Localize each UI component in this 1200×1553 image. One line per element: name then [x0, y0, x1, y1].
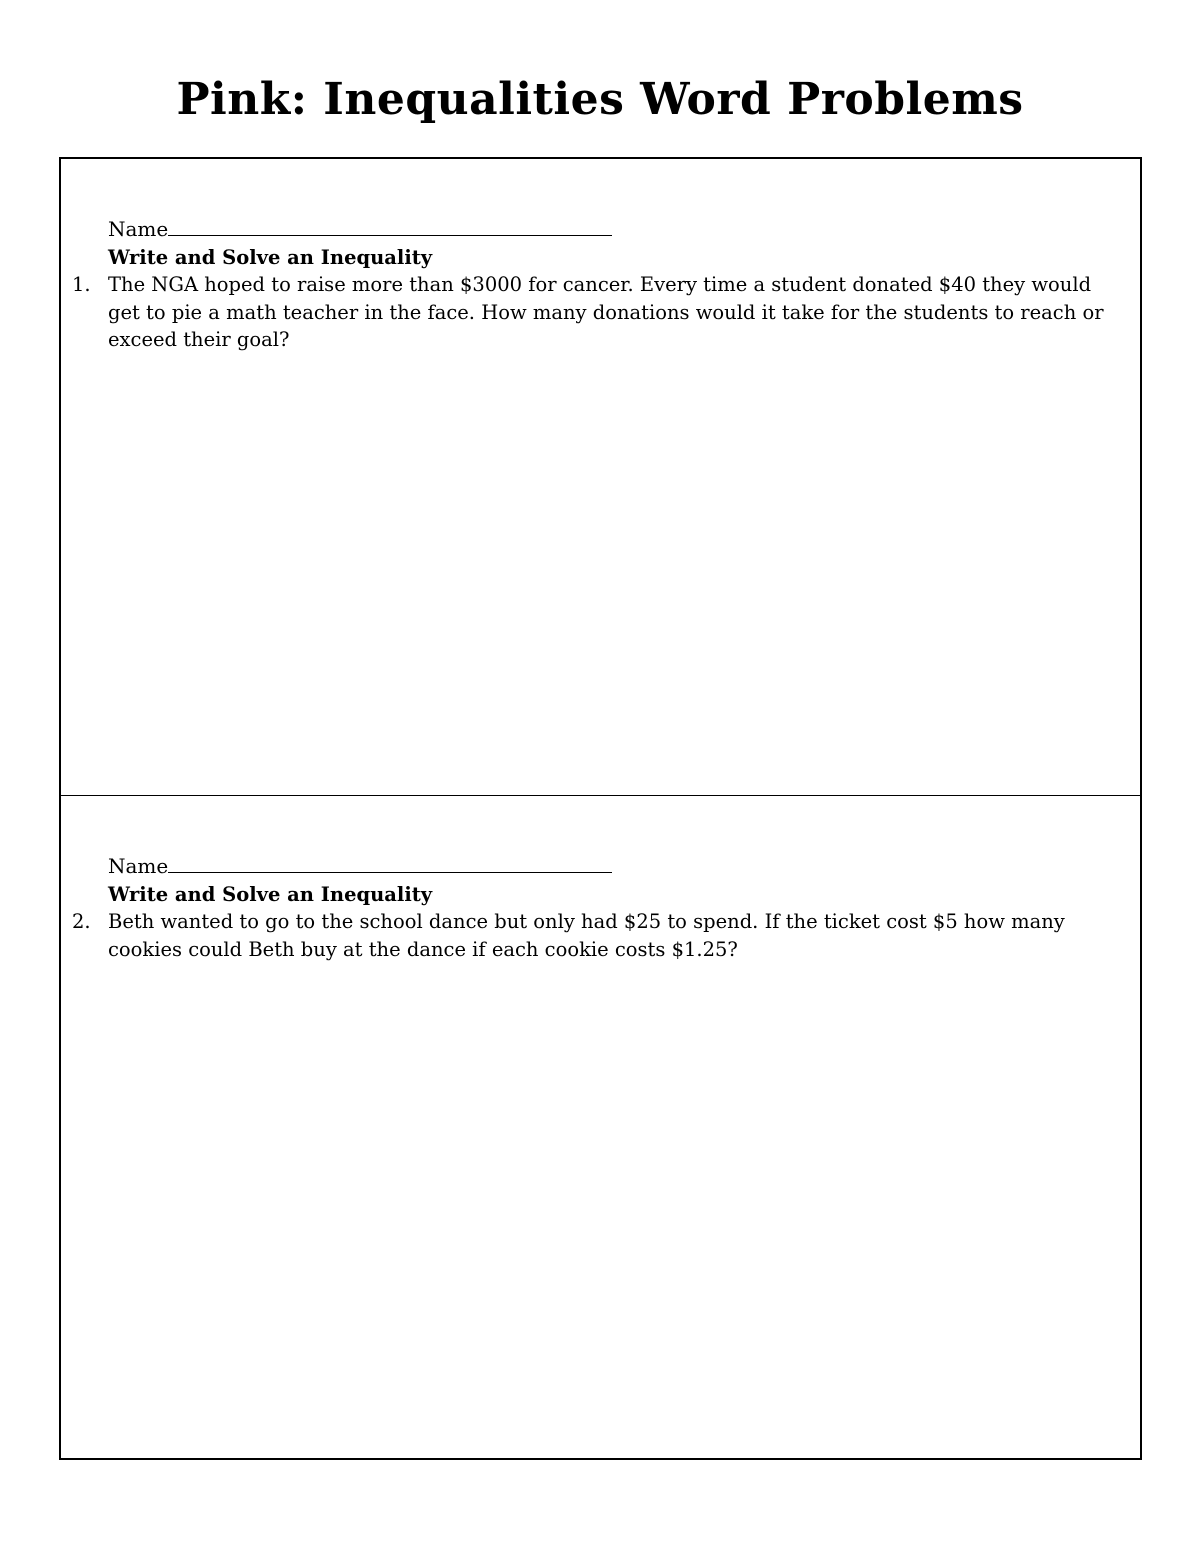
worksheet-box — [59, 157, 1142, 1460]
question-text: The NGA hoped to raise more than $3000 for cancer. Every time a student donated $40 they would get to pie a math teacher in the face. How many donations would it take for the students to reach or exceed their goal? — [108, 273, 1104, 351]
page-title: Pink: Inequalities Word Problems — [176, 74, 1024, 125]
question-number: 1. — [72, 273, 91, 296]
question-text: Beth wanted to go to the school dance but only had $25 to spend. If the ticket cost $5 how many cookies could Beth buy at the dance if each cookie costs $1.25? — [108, 910, 1065, 961]
problem-section-1 — [61, 159, 1140, 796]
instruction-heading: Write and Solve an Inequality — [108, 245, 433, 269]
name-blank[interactable] — [168, 854, 612, 873]
question — [72, 271, 1123, 354]
instruction-heading: Write and Solve an Inequality — [108, 882, 433, 906]
name-line — [108, 216, 1123, 244]
question — [72, 908, 1123, 963]
question-number: 2. — [72, 910, 91, 933]
problem-section-2 — [61, 796, 1140, 1458]
problem-content — [72, 853, 1123, 963]
name-label: Name — [108, 854, 169, 878]
name-line — [108, 853, 1123, 881]
name-label: Name — [108, 217, 169, 241]
problem-content — [72, 216, 1123, 354]
name-blank[interactable] — [168, 217, 612, 236]
